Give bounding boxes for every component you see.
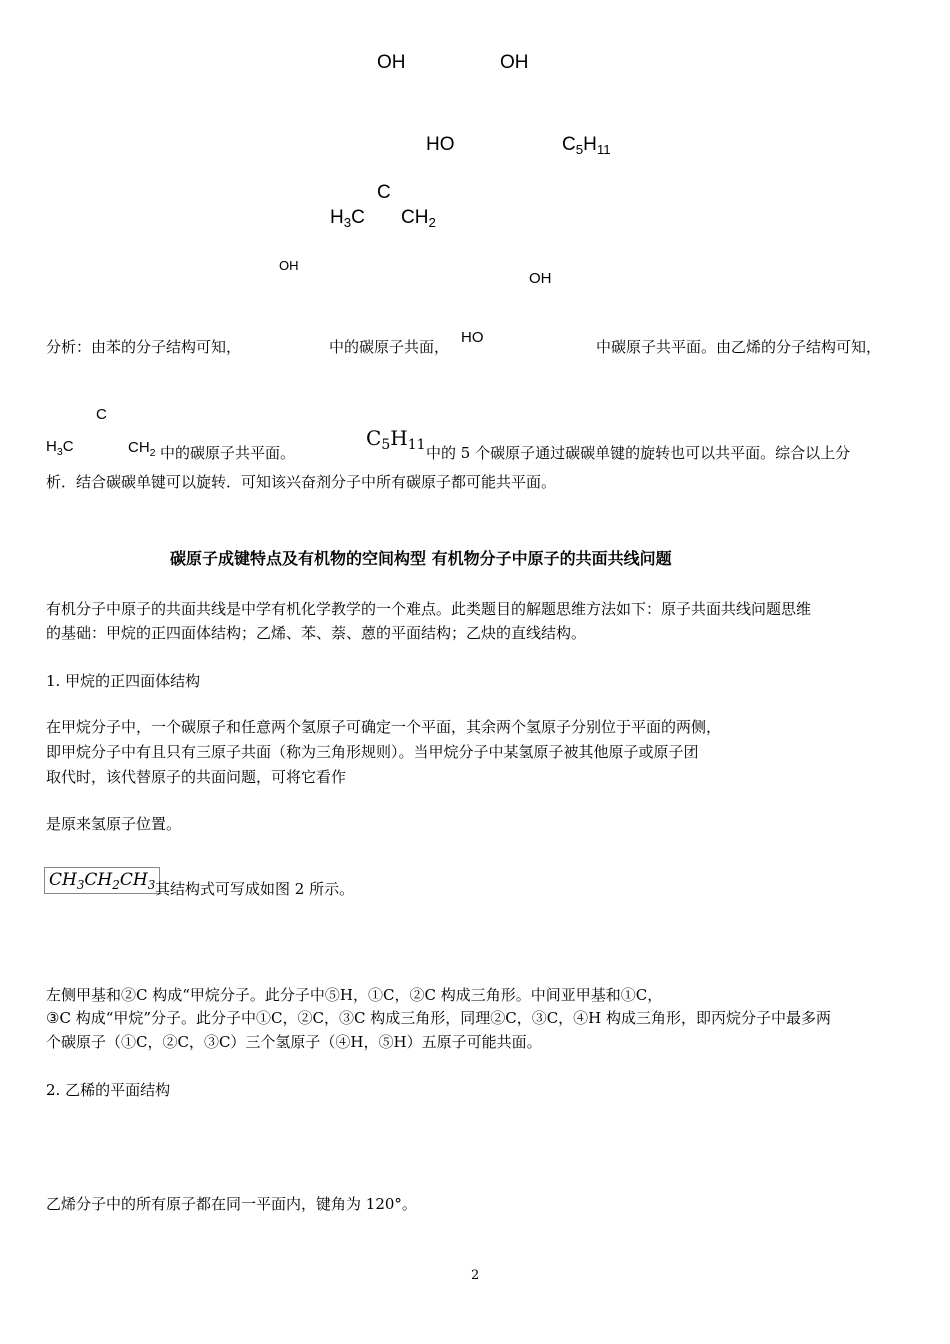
oh-label-2: OH — [500, 52, 529, 73]
analysis-text-1a: 分析：由苯的分子结构可知， — [46, 338, 242, 356]
page-number: 2 — [471, 1268, 480, 1283]
h3c-label: $H_3C$ — [330, 207, 365, 230]
ethylene-line: 乙烯分子中的所有原子都在同一平面内，键角为 120°。 — [46, 1195, 417, 1213]
propane-line-3: 个碳原子（①C，②C，③C）三个氢原子（④H，⑤H）五原子可能共面。 — [46, 1033, 542, 1051]
oh-label-3: OH — [529, 270, 552, 287]
analysis-text-1c: 中碳原子共平面。由乙烯的分子结构可知， — [596, 338, 882, 356]
intro-line-2: 的基础：甲烷的正四面体结构；乙烯、苯、萘、蒽的平面结构；乙炔的直线结构。 — [46, 624, 587, 642]
methane-line-1: 在甲烷分子中，一个碳原子和任意两个氢原子可确定一个平面，其余两个氢原子分别位于平面的两侧， — [46, 718, 722, 736]
analysis-h3c-label: $H_3C$ — [46, 438, 74, 458]
carbon-label: C — [377, 182, 391, 203]
oh-label-1: OH — [377, 52, 406, 73]
analysis-carbon-label: C — [96, 406, 107, 423]
ch2-label: $CH_2$ — [401, 207, 436, 230]
analysis-text-2b: 中的 5 个碳原子通过碳碳单键的旋转也可以共平面。综合以上分 — [426, 444, 851, 462]
intro-line-1: 有机分子中原子的共面共线是中学有机化学教学的一个难点。此类题目的解题思维方法如下：原子共面共线问题思维 — [46, 600, 812, 618]
analysis-ho-label: HO — [461, 329, 484, 346]
analysis-text-3: 析．结合碳碳单键可以旋转．可知该兴奋剂分子中所有碳原子都可能共平面。 — [46, 473, 557, 491]
methane-line-4: 是原来氢原子位置。 — [46, 815, 182, 833]
oh-label-small: OH — [279, 258, 299, 273]
propane-formula: $CH_3CH_2CH_3$ — [44, 867, 160, 894]
formula-caption: 其结构式可写成如图 2 所示。 — [155, 880, 355, 898]
c5h11-label: $C_5H_{11}$ — [562, 134, 611, 157]
propane-line-2: ③C 构成“甲烷”分子。此分子中①C，②C，③C 构成三角形，同理②C，③C，④H 构成三角形，即丙烷分子中最多两 — [46, 1009, 832, 1027]
propane-line-1: 左侧甲基和②C 构成“甲烷分子。此分子中⑤H，①C，②C 构成三角形。中间亚甲基和①C， — [46, 986, 663, 1004]
methane-line-2: 即甲烷分子中有且只有三原子共面（称为三角形规则）。当甲烷分子中某氢原子被其他原子或原子团 — [46, 743, 699, 761]
analysis-text-1b: 中的碳原子共面， — [329, 338, 450, 356]
analysis-ch2-label: $CH_2$ — [128, 439, 156, 459]
methane-line-3: 取代时，该代替原子的共面问题，可将它看作 — [46, 768, 347, 786]
heading-methane: 1. 甲烷的正四面体结构 — [46, 672, 201, 690]
analysis-c5h11-label: $C_5H_{11}$ — [366, 426, 426, 453]
section-title: 碳原子成键特点及有机物的空间构型 有机物分子中原子的共面共线问题 — [170, 549, 672, 568]
ho-label: HO — [426, 134, 455, 155]
heading-ethylene: 2. 乙稀的平面结构 — [46, 1081, 171, 1099]
analysis-text-2a: 中的碳原子共平面。 — [160, 444, 296, 462]
